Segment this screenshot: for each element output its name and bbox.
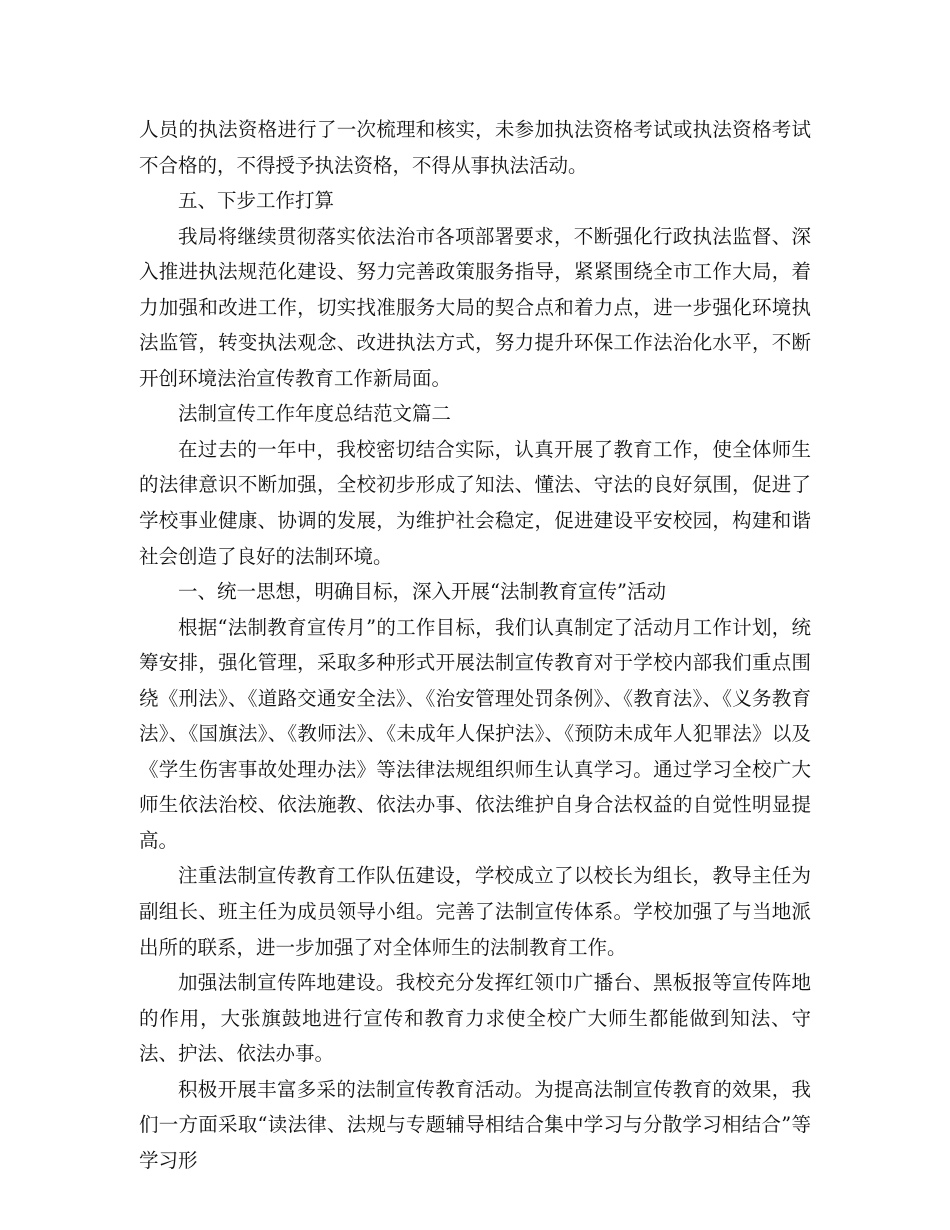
document-body	[139, 112, 811, 1178]
paragraph: 在过去的一年中，我校密切结合实际，认真开展了教育工作，使全体师生的法律意识不断加强，全校初步形成了知法、懂法、守法的良好氛围，促进了学校事业健康、协调的发展，为维护社会稳定，促进建设平安校园，构建和谐社会创造了良好的法制环境。	[139, 437, 811, 568]
paragraph: 人员的执法资格进行了一次梳理和核实，未参加执法资格考试或执法资格考试不合格的，不得授予执法资格，不得从事执法活动。	[139, 118, 811, 177]
paragraph: 积极开展丰富多采的法制宣传教育活动。为提高法制宣传教育的效果，我们一方面采取“读法律、法规与专题辅导相结合集中学习与分散学习相结合”等学习形	[139, 1077, 811, 1172]
section-heading: 一、统一思想，明确目标，深入开展“法制教育宣传”活动	[178, 580, 666, 604]
section-heading: 五、下步工作打算	[178, 189, 335, 213]
paragraph: 我局将继续贯彻落实依法治市各项部署要求，不断强化行政执法监督、深入推进执法规范化建设、努力完善政策服务指导，紧紧围绕全市工作大局，着力加强和改进工作，切实找准服务大局的契合点和着力点，进一步强化环境执法监管，转变执法观念、改进执法方式，努力提升环保工作法治化水平，不断开创环境法治宣传教育工作新局面。	[139, 224, 811, 390]
paragraph: 加强法制宣传阵地建设。我校充分发挥红领巾广播台、黑板报等宣传阵地的作用，大张旗鼓地进行宣传和教育力求使全校广大师生都能做到知法、守法、护法、依法办事。	[139, 971, 811, 1066]
paragraph: 注重法制宣传教育工作队伍建设，学校成立了以校长为组长，教导主任为副组长、班主任为成员领导小组。完善了法制宣传体系。学校加强了与当地派出所的联系，进一步加强了对全体师生的法制教育工作。	[139, 864, 811, 959]
paragraph: 根据“法制教育宣传月”的工作目标，我们认真制定了活动月工作计划，统筹安排，强化管理，采取多种形式开展法制宣传教育对于学校内部我们重点围绕《刑法》、《道路交通安全法》、《治安管理处罚条例》、《教育法》、《义务教育法》、《国旗法》、《教师法》、《未成年人保护法》、《预防未成年人犯罪法》以及《学生伤害事故处理办法》等法律法规组织师生认真学习。通过学习全校广大师生依法治校、依法施教、依法办事、依法维护自身合法权益的自觉性明显提高。	[139, 615, 811, 852]
article-title: 法制宣传工作年度总结范文篇二	[178, 402, 452, 426]
